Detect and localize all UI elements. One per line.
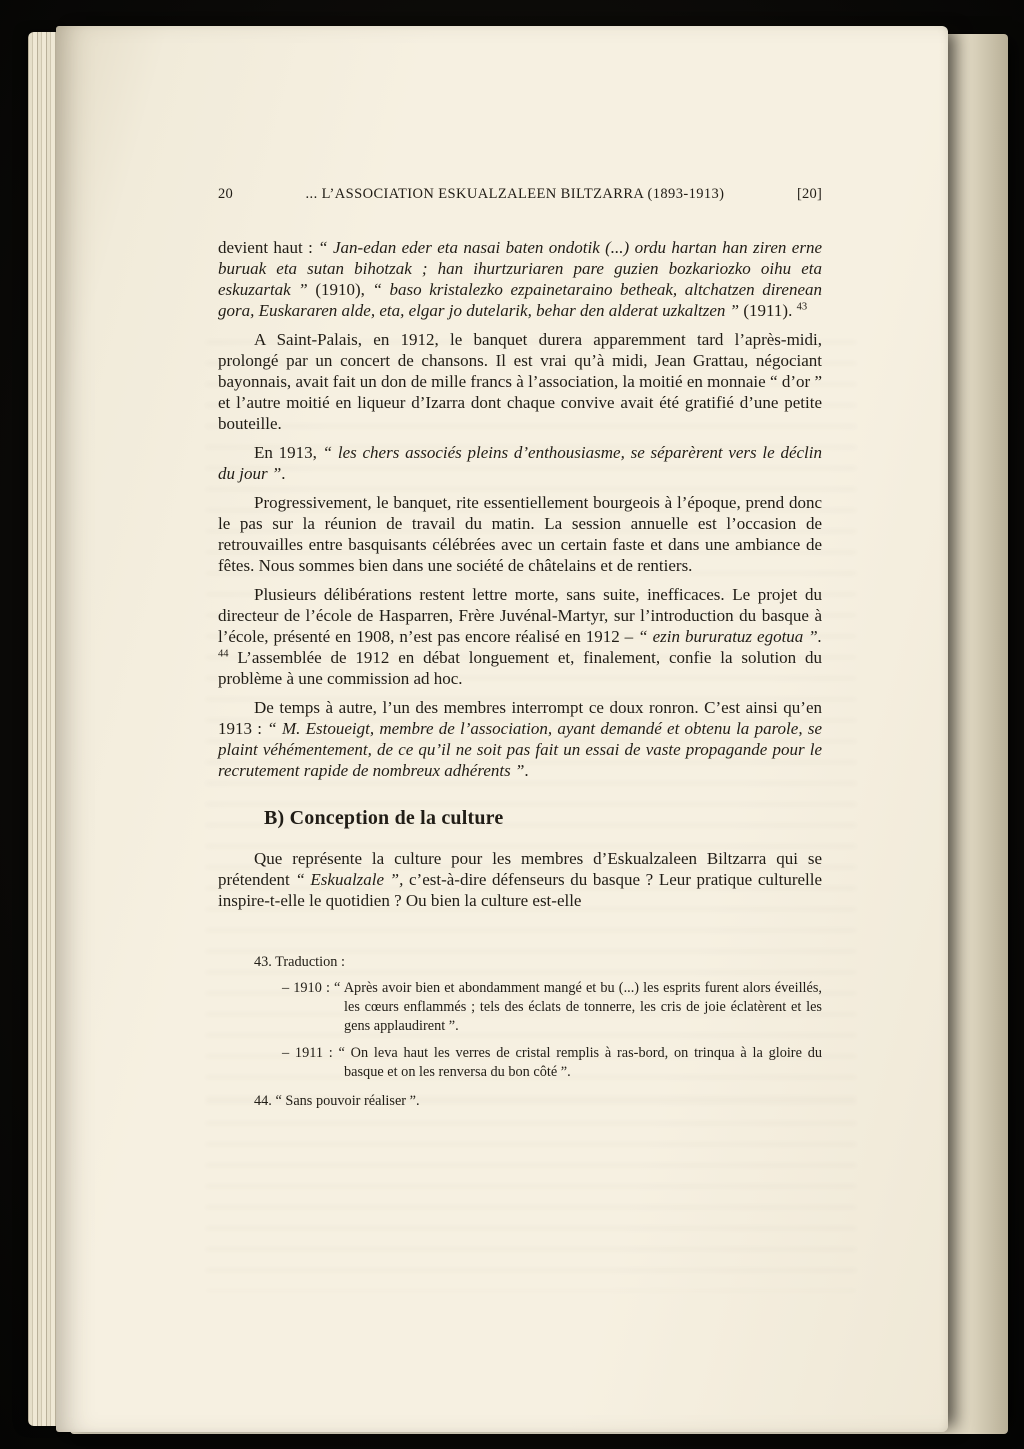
- page-content: [218, 186, 822, 1111]
- footnotes: [218, 953, 822, 1111]
- footnote-43-item-1910: – 1910 : “ Après avoir bien et abondamment mangé et bu (...) les esprits furent alors éveillés, les cœurs enflammés ; tels des éclats de tonnerre, les cris de joie éclatèrent et les gens applaudirent ”.: [282, 980, 822, 1034]
- footnote-43-label: 43. Traduction :: [254, 954, 345, 970]
- footnote-44: 44. “ Sans pouvoir réaliser ”.: [254, 1093, 420, 1109]
- header-folio: [20]: [797, 186, 822, 202]
- book-page: [56, 26, 948, 1432]
- paragraph-3: En 1913, “ les chers associés pleins d’enthousiasme, se séparèrent vers le déclin du jour ”.: [218, 443, 822, 483]
- paragraph-7: Que représente la culture pour les membres d’Eskualzaleen Biltzarra qui se prétendent “ Eskualzale ”, c’est-à-dire défenseurs du basque ? Leur pratique culturelle inspire-t-elle le quotidien ? Ou bien la culture est-elle: [218, 849, 823, 910]
- section-heading: B) Conception de la culture: [264, 807, 504, 829]
- paragraph-6: De temps à autre, l’un des membres interrompt ce doux ronron. C’est ainsi qu’en 1913 : “ M. Estoueigt, membre de l’association, ayant demandé et obtenu la parole, se plaint véhémentement, de ce qu’il ne soit pas fait un essai de vaste propagande pour le recrutement rapide de nombreux adhérents ”.: [218, 698, 822, 780]
- paragraph-4: Progressivement, le banquet, rite essentiellement bourgeois à l’époque, prend donc le pas sur la réunion de travail du matin. La session annuelle est l’occasion de retrouvailles entre basquisants célébrées avec un certain faste et dans une ambiance de fêtes. Nous sommes bien dans une société de châtelains et de rentiers.: [218, 493, 822, 575]
- header-running-title: ... L’ASSOCIATION ESKUALZALEEN BILTZARRA (1893-1913): [305, 186, 725, 202]
- paragraph-2: A Saint-Palais, en 1912, le banquet durera apparemment tard l’après-midi, prolongé par un concert de chansons. Il est vrai qu’à midi, Jean Grattau, négociant bayonnais, avait fait un don de mille francs à l’association, la moitié en monnaie “ d’or ” et l’autre moitié en liqueur d’Izarra dont chaque convive avait été gratifié d’une petite bouteille.: [218, 330, 822, 433]
- paragraph-5: Plusieurs délibérations restent lettre morte, sans suite, inefficaces. Le projet du directeur de l’école de Hasparren, Frère Juvénal-Martyr, sur l’introduction du basque à l’école, présenté en 1908, n’est pas encore réalisé en 1912 – “ ezin bururatuz egotua ”. $^{44}$ L’assemblée de 1912 en débat longuement et, finalement, confie la solution du problème à une commission ad hoc.: [218, 585, 822, 688]
- paragraph-1: devient haut : “ Jan-edan eder eta nasai baten ondotik (...) ordu hartan han ziren erne buruak eta sutan bihotzak ; han ihurtzuriaren pare guzien bozkariozko oihu eta eskuzartak ” (1910), “ baso kristalezko ezpainetaraino betheak, altchatzen direnean gora, Euskararen alde, eta, elgar jo dutelarik, behar den alderat uzkaltzen ” (1911). $^{43}$: [218, 238, 822, 320]
- running-header: [218, 186, 822, 203]
- show-through-texture-bottom: [206, 1101, 856, 1291]
- header-page-number: 20: [218, 186, 233, 202]
- footnote-43-item-1911: – 1911 : “ On leva haut les verres de cristal remplis à ras-bord, on trinqua à la gloire du basque et on les renversa du bon côté ”.: [282, 1045, 822, 1080]
